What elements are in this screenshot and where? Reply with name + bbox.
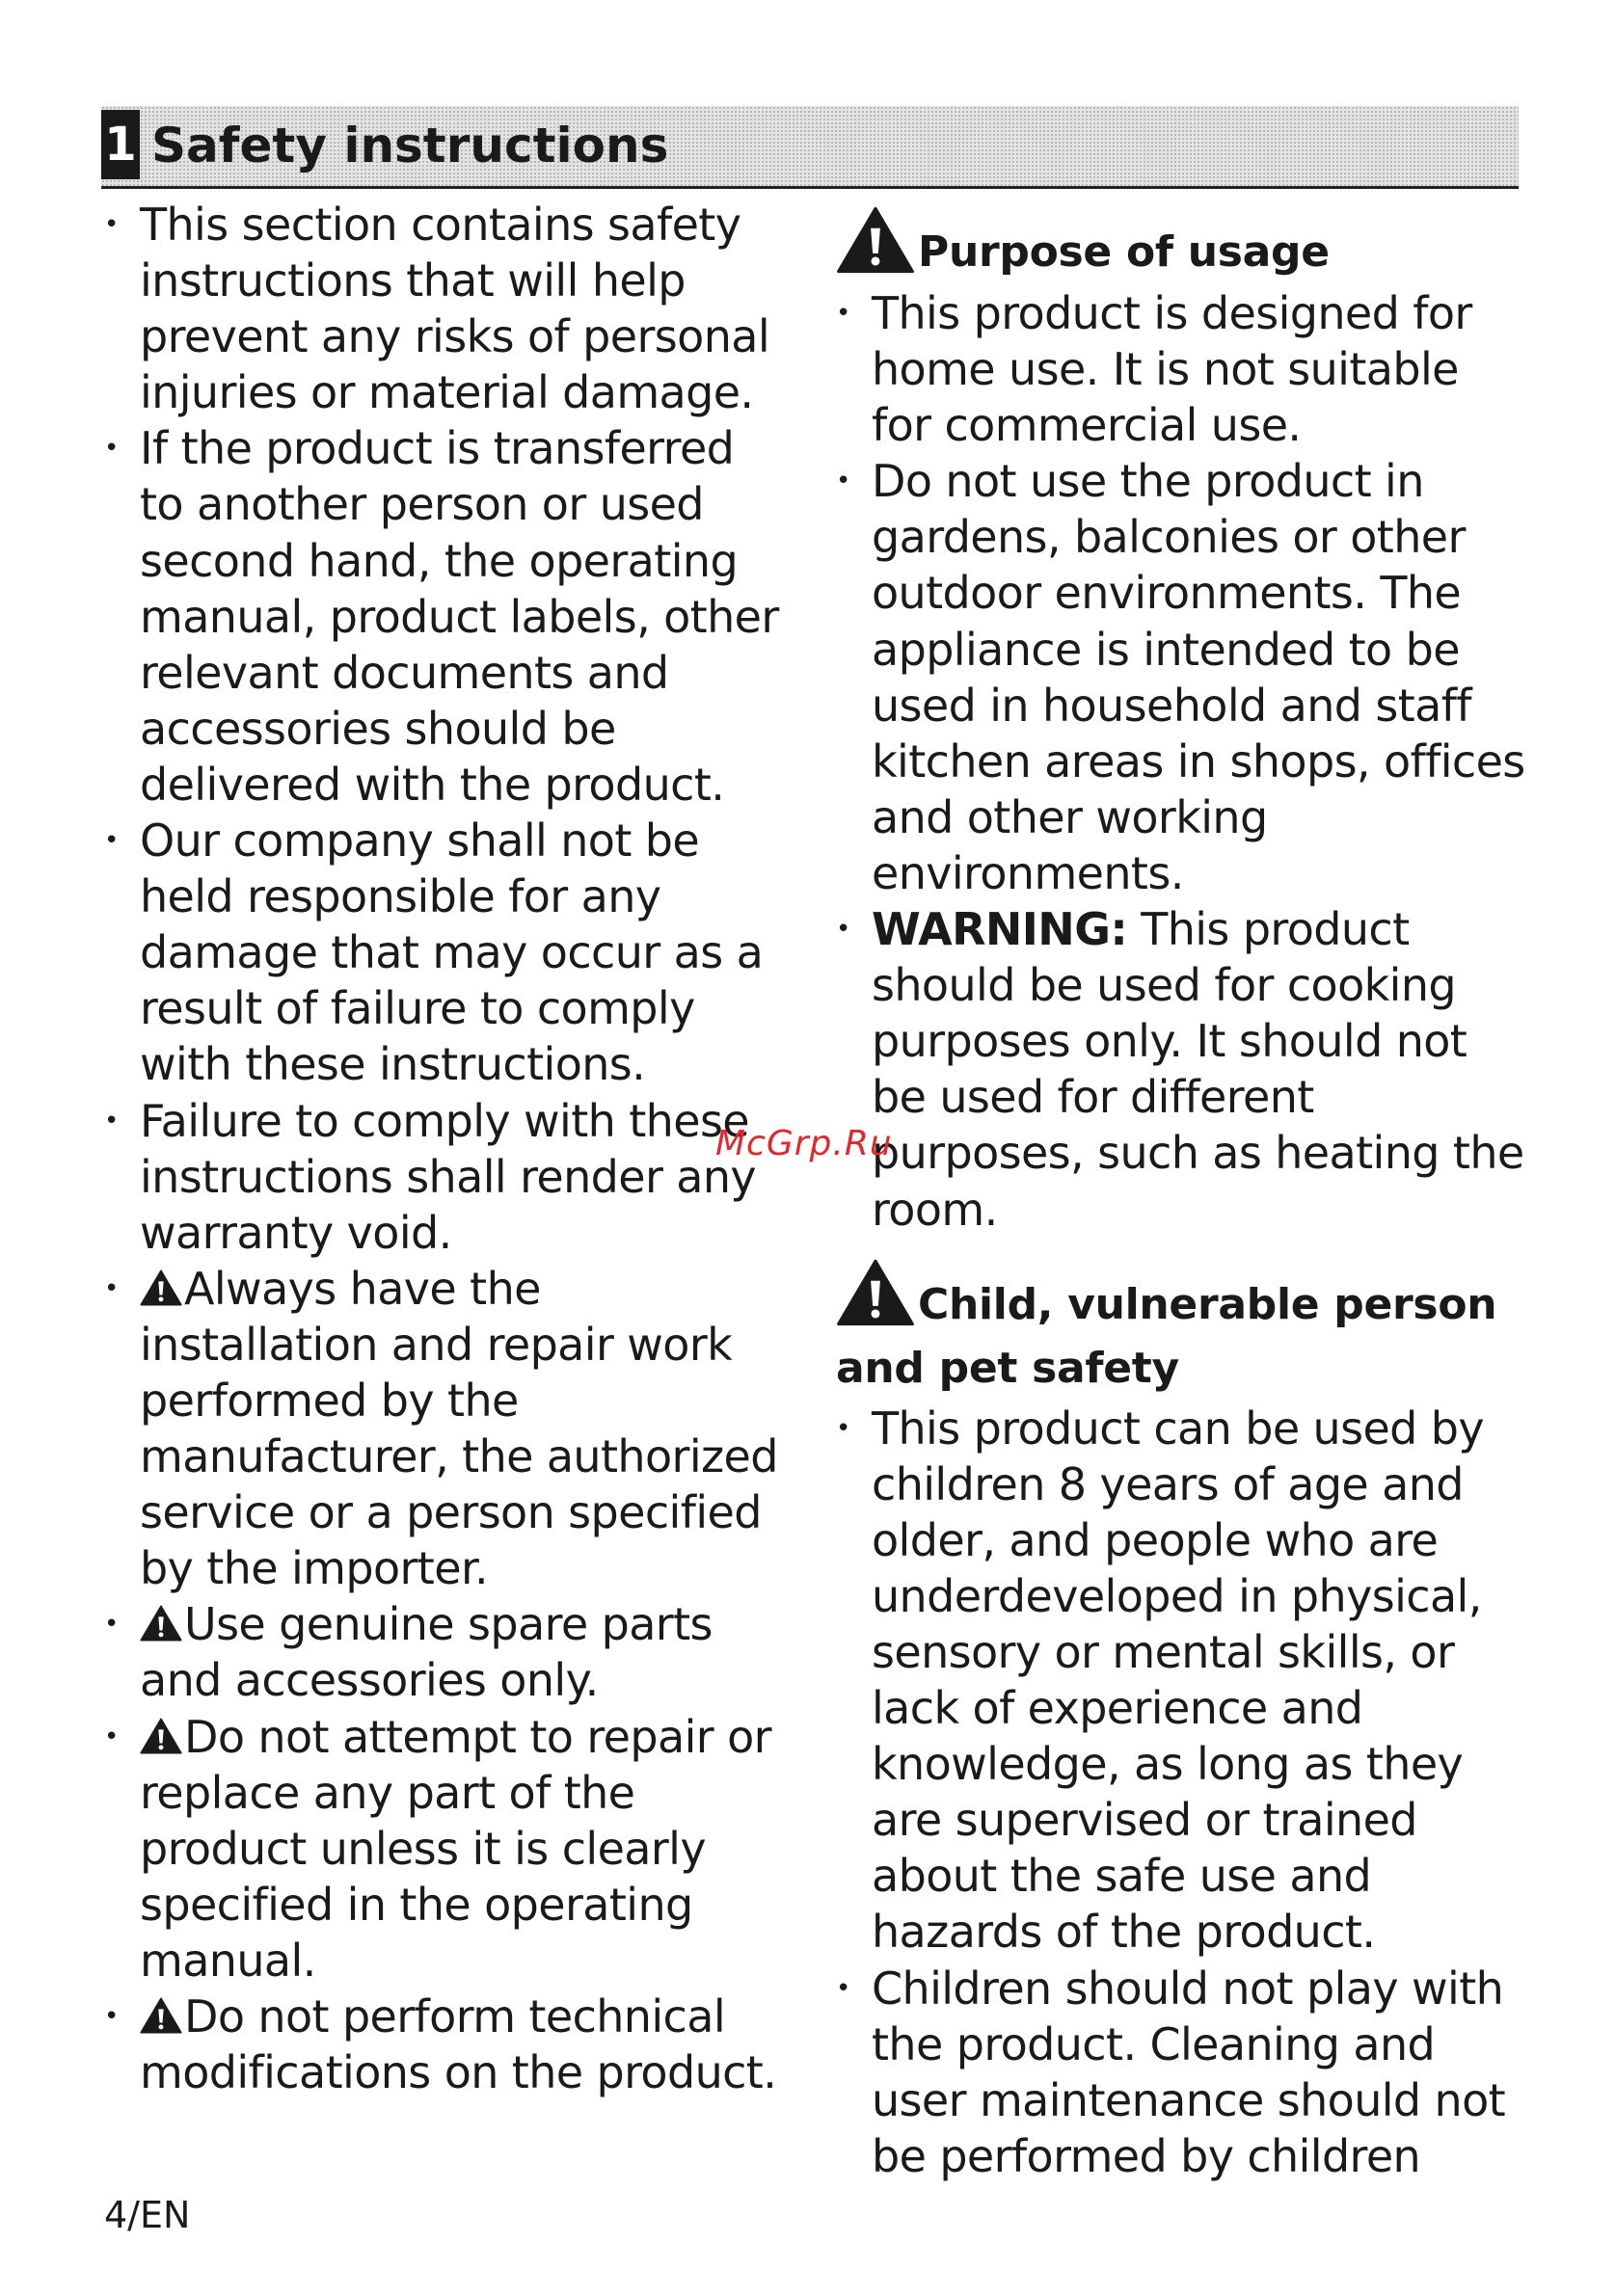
safety-list [104, 197, 791, 2100]
section-title: Safety instructions [151, 118, 669, 174]
list-item [836, 453, 1526, 901]
left-column [104, 197, 791, 2100]
list-item-text: Use genuine spare parts and accessories only. [140, 1598, 713, 1707]
list-item [104, 813, 791, 1092]
warning-label: WARNING: [872, 903, 1128, 956]
list-item [104, 1261, 791, 1597]
warning-triangle-icon [140, 1605, 182, 1642]
warning-triangle-icon [140, 1997, 182, 2034]
right-column [836, 197, 1526, 2184]
list-item [104, 420, 791, 813]
warning-triangle-icon [836, 1259, 915, 1326]
list-item-text: This product is designed for home use. It is not suitable for commercial use. [872, 287, 1472, 452]
section-header [101, 106, 1519, 189]
list-item [836, 1961, 1526, 2184]
purpose-heading-text: Purpose of usage [918, 227, 1330, 277]
list-item-text: Always have the installation and repair work performed by the manufacturer, the authorized service or a person specified by the importer. [140, 1262, 778, 1595]
list-item-text: This product can be used by children 8 years of age and older, and people who are underdeveloped in physical, sensory or mental skills, or lack of experience and knowledge, as long as they are supervised or trained about the safe use and hazards of the product. [872, 1402, 1485, 1959]
list-item-text: This section contains safety instructions that will help prevent any risks of personal injuries or material damage. [140, 199, 770, 419]
list-item [104, 1596, 791, 1708]
list-item [836, 285, 1526, 453]
list-item [104, 197, 791, 420]
list-item-text: Do not use the product in gardens, balconies or other outdoor environments. The appliance is intended to be used in household and staff kitchen areas in shops, offices and other working environments. [872, 455, 1525, 899]
list-item [104, 1709, 791, 1989]
warning-triangle-icon [836, 206, 915, 274]
page-number: 4/EN [104, 2194, 191, 2236]
list-item-text: Do not attempt to repair or replace any part of the product unless it is clearly specified in the operating manual. [140, 1710, 771, 1987]
purpose-heading [836, 206, 1526, 283]
list-item-text: Failure to comply with these instructions shall render any warranty void. [140, 1094, 757, 1259]
child-safety-heading [836, 1259, 1526, 1401]
watermark: McGrp.Ru [715, 1124, 893, 1163]
list-item-text: Our company shall not be held responsible for any damage that may occur as a result of failure to comply with these instructions. [140, 814, 764, 1091]
list-item-text: This product should be used for cooking purposes only. It should not be used for different purposes, such as heating the room. [872, 903, 1524, 1236]
warning-triangle-icon [140, 1718, 182, 1754]
list-item-text: If the product is transferred to another person or used second hand, the operating manual, product labels, other relevant documents and accessories should be delivered with the product. [140, 422, 779, 811]
warning-triangle-icon [140, 1269, 182, 1306]
purpose-list [836, 285, 1526, 1238]
list-item [836, 1401, 1526, 1961]
list-item [104, 1093, 791, 1261]
list-item-text: Children should not play with the product. Cleaning and user maintenance should not be performed by children [872, 1962, 1506, 2182]
list-item [104, 1989, 791, 2100]
child-safety-list [836, 1401, 1526, 2184]
child-safety-heading-text: Child, vulnerable person and pet safety [836, 1279, 1497, 1393]
list-item-text: Do not perform technical modifications on the product. [140, 1990, 777, 2099]
list-item [836, 901, 1526, 1238]
section-number: 1 [101, 110, 140, 179]
